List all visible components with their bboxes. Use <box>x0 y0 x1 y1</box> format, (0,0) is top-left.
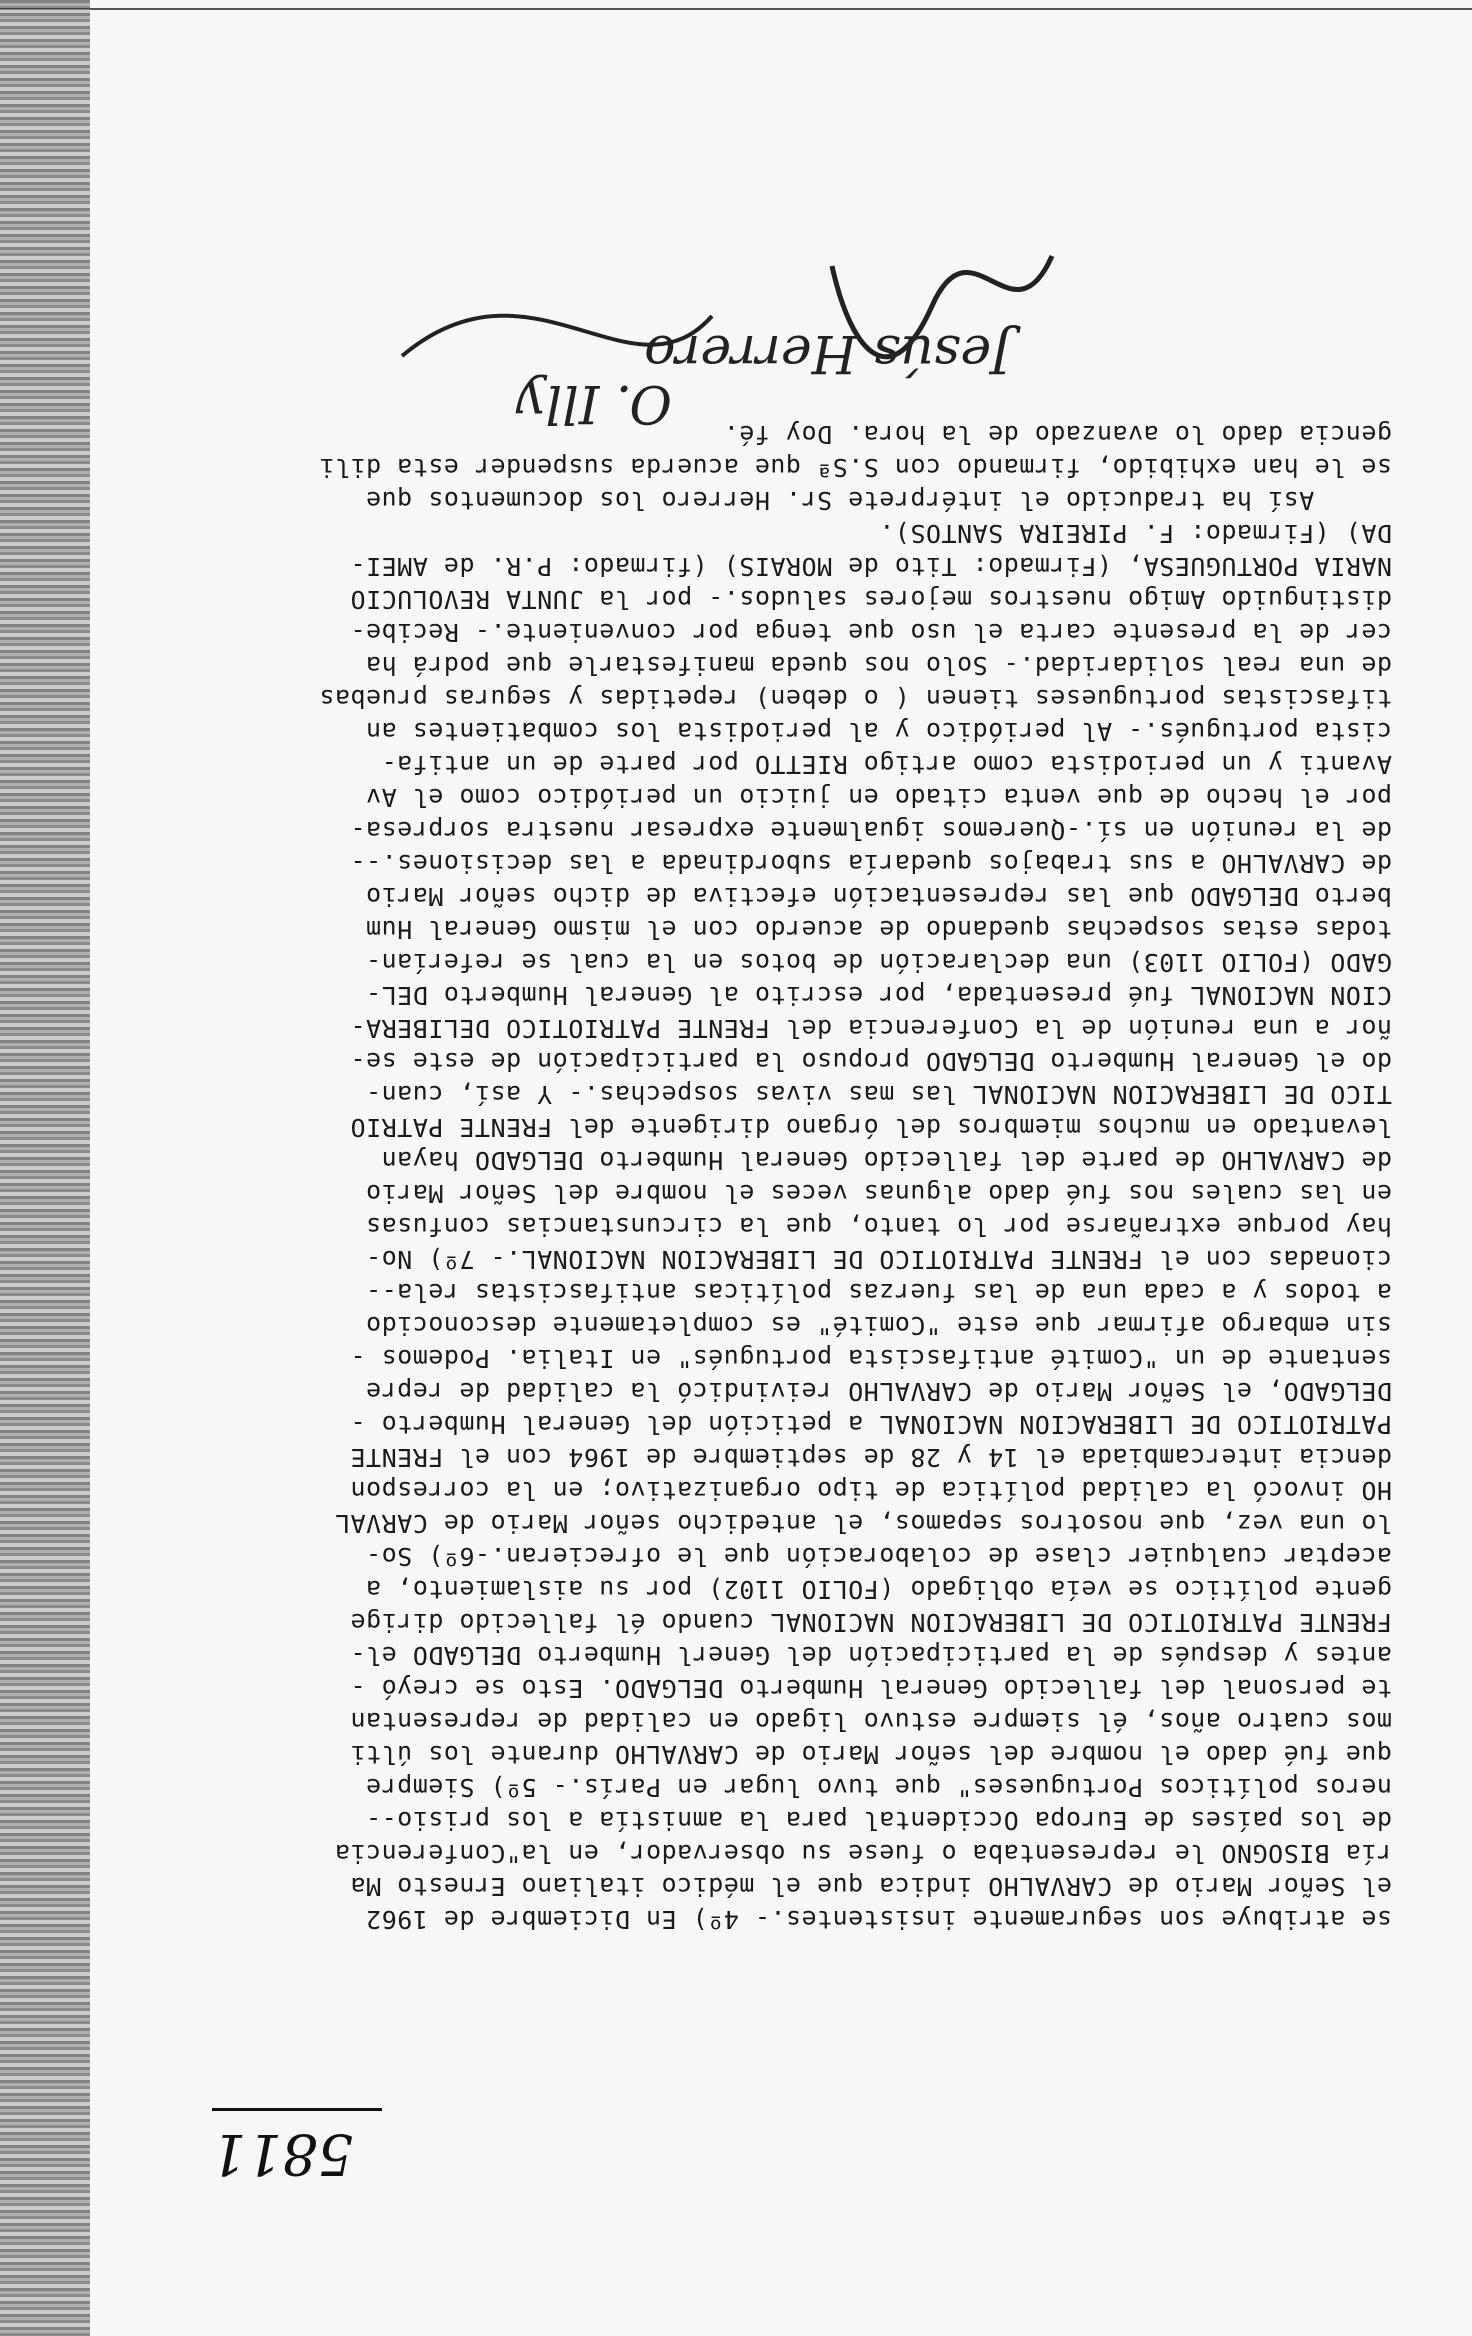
text-line: GADO (FOLIO 1103) una declaración de botos en la cual se referían- <box>365 948 1392 977</box>
text-line: ñor a una reunión de la Conferencia del FRENTE PATRIOTICO DELIBERA- <box>350 1014 1392 1043</box>
text-line: sin embargo afirmar que este "Comité" es completamente desconocido <box>365 1311 1392 1340</box>
text-line: mos cuatro años, él siempre estuvo ligado en calidad de representan <box>350 1707 1392 1736</box>
text-line: sentante de un "Comité antifascista portugués" en Italia. Podemos - <box>350 1344 1392 1373</box>
text-line: neros políticos Portugueses" que tuvo lugar en París.- 5º) Siempre <box>365 1773 1392 1802</box>
text-line: que fué dado el nombre del señor Mario de CARVALHO durante los últi <box>350 1740 1392 1769</box>
text-line: NARIA PORTUGUESA, (Firmado: Tito de MORAIS) (firmado: P.R. de AMEI- <box>350 552 1392 581</box>
typed-text-block <box>87 418 1392 1936</box>
text-line: a todos y a cada una de las fuerzas políticas antifascistas rela-- <box>365 1278 1392 1307</box>
text-line: dencia intercambiada el 14 y 28 de septiembre de 1964 con el FRENTE <box>350 1443 1392 1472</box>
text-line: se le han exhibido, firmando con S.Sª que acuerda suspender esta dili <box>318 453 1392 482</box>
text-line: lo una vez, que nosotros sepamos, el antedicho señor Mario de CARVAL <box>334 1509 1392 1538</box>
text-line: DELGADO, el Señor Mario de CARVALHO reivindicó la calidad de repre <box>365 1377 1392 1406</box>
text-line: de CARVALHO de parte del fallecido General Humberto DELGADO hayan <box>381 1146 1392 1175</box>
text-line: antes y después de la participación del Generl Humberto DELGADO el- <box>350 1641 1392 1670</box>
text-line: PATRIOTICO DE LIBERACION NACIONAL a petición del General Humberto - <box>350 1410 1392 1439</box>
text-line: gencia dado lo avanzado de la hora. Doy fé. <box>723 420 1392 449</box>
signature-text-1: Jesús Herrero <box>644 323 1012 383</box>
text-line: por el hecho de que venta citado en juicio un periódico como el Av <box>365 783 1392 812</box>
text-line: cionadas con el FRENTE PATRIOTICO DE LIBERACION NACIONAL.- 7º) No- <box>365 1245 1392 1274</box>
text-line: CION NACIONAL fué presentada, por escrito al General Humberto DEL- <box>365 981 1392 1010</box>
text-line: Avanti y un periodista como artigo RIETTO por parte de un antifa- <box>381 750 1392 779</box>
text-line: en las cuales nos fué dado algunas veces el nombre del Señor Mario <box>365 1179 1392 1208</box>
text-line: de una real solidaridad.- Solo nos queda manifestarle que podrá ha <box>365 651 1392 680</box>
scan-noise-edge <box>0 0 90 2336</box>
text-line: el Señor Mario de CARVALHO indica que el médico italiano Ernesto Ma <box>350 1872 1392 1901</box>
text-line: te personal del fallecido General Humberto DELGADO. Esto se creyó - <box>350 1674 1392 1703</box>
text-line: cista portugués.- Al periódico y al periodista los combatientes an <box>365 717 1392 746</box>
text-line: HO invocó la calidad política de tipo organizativo; en la correspon <box>350 1476 1392 1505</box>
text-line: distinguido Amigo nuestros mejores saludos.- por la JUNTA REVOLUCIO <box>350 585 1392 614</box>
text-line: todas estas sospechas quedando de acuerdo con el mismo General Hum <box>365 915 1392 944</box>
signature-text-2: O. Illy <box>516 373 672 433</box>
text-line: Así ha traducido el intérprete Sr. Herrero los documentos que <box>365 486 1392 515</box>
text-line: TICO DE LIBERACION NACIONAL las mas vivas sospechas.- Y así, cuan- <box>365 1080 1392 1109</box>
text-line: se atribuye son seguramente insistentes.- 4º) En Diciembre de 1962 <box>365 1905 1392 1934</box>
text-line: DA) (Firmado: F. PIREIRA SANTOS). <box>878 519 1392 548</box>
text-line: hay porque extrañarse por lo tanto, que la circunstancias confusas <box>365 1212 1392 1241</box>
signatures <box>372 186 1092 506</box>
text-line: cer de la presente carta el uso que tenga por conveniente.- Recibe- <box>350 618 1392 647</box>
text-line: do el General Humberto DELGADO propuso la participación de este se- <box>350 1047 1392 1076</box>
text-line: aceptar cualquier clase de colaboración que le ofrecieran.-6º) So- <box>365 1542 1392 1571</box>
text-line: levantado en muchos miembros del órgano dirigente del FRENTE PATRIO <box>350 1113 1392 1142</box>
text-line: berto DELGADO que las representación efectiva de dicho señor Mario <box>365 882 1392 911</box>
text-line: de los países de Europa Occidental para la amnistía a los prisio-- <box>365 1806 1392 1835</box>
text-line: gente político se veía obligado (FOLIO 1102) por su aislamiento, a <box>365 1575 1392 1604</box>
text-line: de la reunión en sí.-Queremos igualmente expresar nuestra sorpresa- <box>350 816 1392 845</box>
page-number-rule <box>212 2108 382 2111</box>
text-line: ría BISOGNO le representaba o fuese su observador, en la"Conferencia <box>334 1839 1392 1868</box>
text-line: de CARVALHO a sus trabajos quedaría subordinada a las decisiones.-- <box>350 849 1392 878</box>
text-line: tifascistas portugueses tienen ( o deben) repetidas y seguras pruebas <box>318 684 1392 713</box>
page-number: 5811 <box>210 2121 354 2186</box>
text-line: FRENTE PATRIOTICO DE LIBERACION NACIONAL cuando él fallecido dirige <box>350 1608 1392 1637</box>
